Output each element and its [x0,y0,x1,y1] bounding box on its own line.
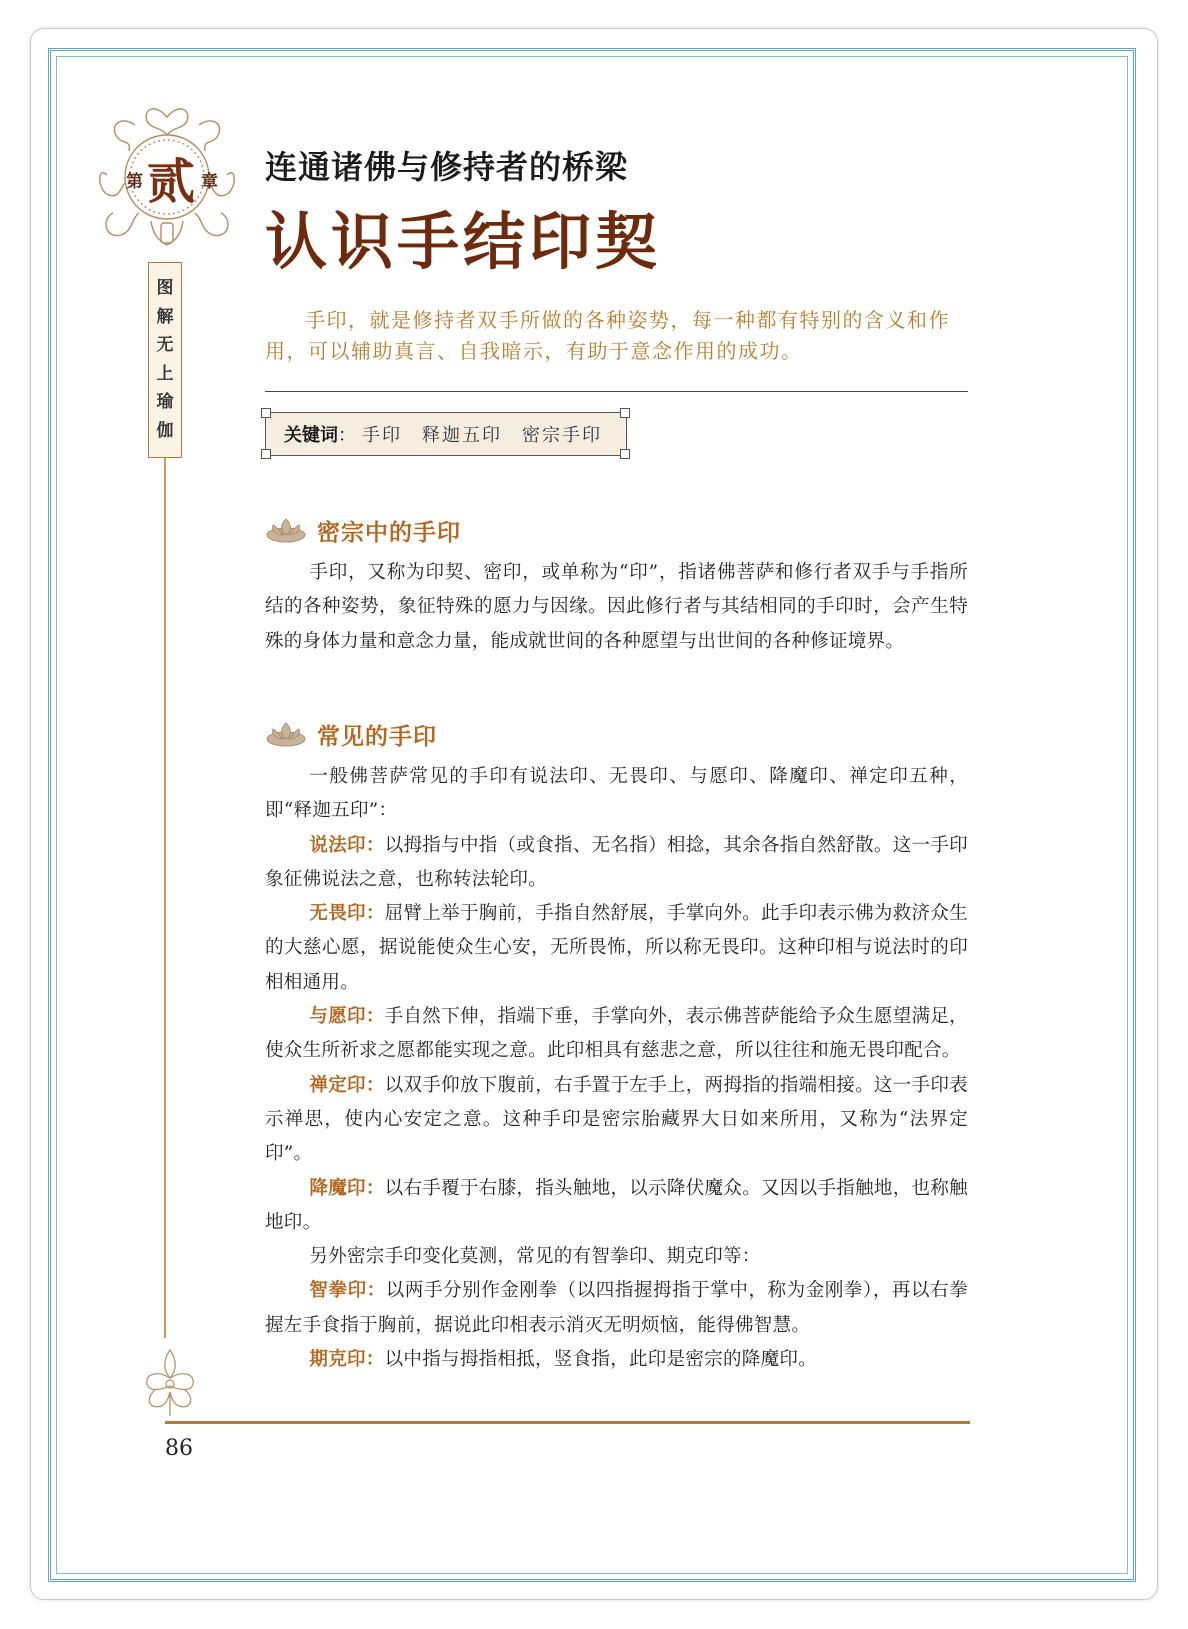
term-name: 降魔印 [309,1177,366,1199]
side-char: 伽 [156,420,174,441]
section-title: 常见的手印 [317,723,437,750]
section-heading [265,716,437,752]
page-number: 86 [165,1436,193,1461]
side-char: 图 [156,278,174,299]
term-text: 以双手仰放下腹前，右手置于左手上，两拇指的指端相接。这一手印表示禅思，使内心安定之意。这种手印是密宗胎藏界大日如来所用，又称为“法界定印”。 [265,1074,968,1165]
term-paragraph [265,829,968,898]
term-name: 禅定印 [309,1074,366,1096]
keywords-label: 关键词 [284,425,338,446]
term-colon: ： [365,1074,385,1096]
term-colon: ： [365,834,385,856]
term-colon: ： [365,1349,385,1371]
term-colon: ： [365,903,385,925]
term-paragraph [265,1274,968,1343]
side-char: 上 [156,363,174,384]
keyword-item: 密宗手印 [522,425,602,446]
term-paragraph [265,1172,968,1241]
term-text: 屈臂上举于胸前，手指自然舒展，手掌向外。此手印表示佛为救济众生的大慈心愿，据说能使众生心安，无所畏怖，所以称无畏印。这种印相与说法时的印相相通用。 [265,903,968,993]
section-title: 密宗中的手印 [317,519,461,546]
lotus-icon [265,719,307,749]
keywords-corner [620,449,630,459]
keywords-corner [620,408,630,418]
lotus-icon [265,515,307,545]
chapter-badge [95,95,245,255]
term-colon: ： [365,1177,385,1199]
chapter-number: 贰 [147,154,196,210]
body-paragraph: 另外密宗手印变化莫测，常见的有智拳印、期克印等： [309,1246,761,1268]
intro-paragraph: 手印，就是修持者双手所做的各种姿势，每一种都有特别的含义和作用，可以辅助真言、自我暗示，有助于意念作用的成功。 [265,308,950,363]
side-book-title [148,262,182,458]
side-rule [164,458,166,1338]
term-paragraph [265,1000,968,1069]
term-name: 智拳印 [309,1280,367,1302]
term-colon: ： [366,1280,386,1302]
chapter-suffix: 章 [201,172,218,192]
keywords-box [265,412,627,456]
term-text: 以右手覆于右膝，指头触地，以示降伏魔众。又因以手指触地，也称触地印。 [265,1177,968,1233]
term-text: 手自然下伸，指端下垂，手掌向外，表示佛菩萨能给予众生愿望满足，使众生所祈求之愿都能实现之意。此印相具有慈悲之意，所以往往和施无畏印配合。 [265,1006,968,1062]
side-char: 无 [156,335,174,356]
term-colon: ： [365,1006,385,1028]
body-text-block [265,760,968,1377]
term-name: 与愿印 [309,1006,366,1028]
divider [265,391,968,392]
term-name: 期克印 [309,1349,366,1371]
keywords-colon: ： [338,425,356,446]
term-text: 以中指与拇指相抵，竖食指，此印是密宗的降魔印。 [384,1349,818,1371]
side-char: 解 [156,306,174,327]
term-name: 说法印 [309,834,366,856]
term-paragraph [265,897,968,1000]
lotus-ornament-icon [135,1340,205,1420]
keywords-corner [261,408,271,418]
keyword-item: 手印 [362,425,402,446]
body-paragraph: 一般佛菩萨常见的手印有说法印、无畏印、与愿印、降魔印、禅定印五种，即“释迦五印”： [265,766,968,822]
keyword-item: 释迦五印 [422,425,502,446]
side-char: 瑜 [156,392,174,413]
term-name: 无畏印 [309,903,366,925]
page-title: 认识手结印契 [265,205,662,278]
term-text: 以拇指与中指（或食指、无名指）相捻，其余各指自然舒散。这一手印象征佛说法之意，也称转法轮印。 [265,834,968,890]
chapter-prefix: 第 [126,172,143,192]
term-paragraph [265,1343,968,1377]
section-heading [265,512,461,548]
footer-rule [165,1421,970,1424]
page-subtitle: 连通诸佛与修持者的桥梁 [265,148,629,186]
keywords-corner [261,449,271,459]
term-paragraph [265,1069,968,1172]
term-text: 以两手分别作金刚拳（以四指握拇指于掌中，称为金刚拳），再以右拳握左手食指于胸前，据说此印相表示消灭无明烦恼，能得佛智慧。 [265,1280,968,1336]
body-paragraph: 手印，又称为印契、密印，或单称为“印”，指诸佛菩萨和修行者双手与手指所结的各种姿势，象征特殊的愿力与因缘。因此修行者与其结相同的手印时，会产生特殊的身体力量和意念力量，能成就世间的各种愿望与出世间的各种修证境界。 [265,562,968,652]
